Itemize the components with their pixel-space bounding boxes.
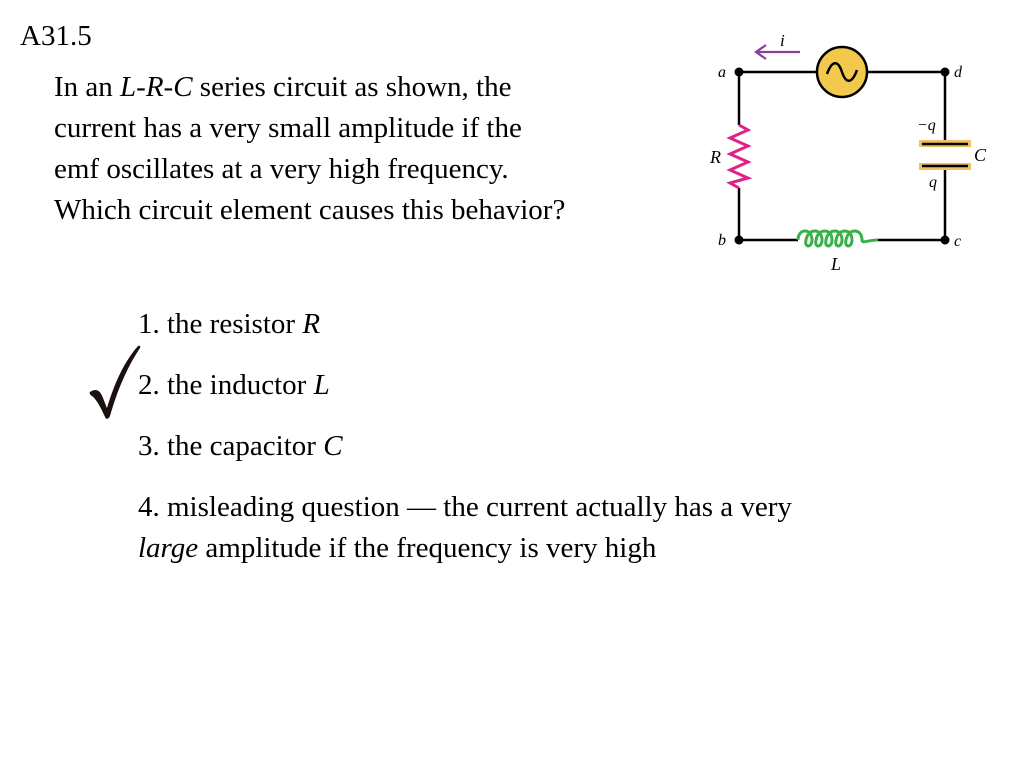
choice-symbol: L (313, 369, 330, 401)
node-d-label: d (954, 64, 962, 81)
inductor-icon (798, 231, 878, 246)
current-label: i (780, 31, 785, 50)
choice-3[interactable] (138, 426, 998, 467)
answer-choices (138, 304, 998, 589)
node-c-label: c (954, 233, 962, 250)
charge-top-label: −q (917, 117, 936, 134)
choice-emphasis: large (138, 532, 199, 564)
checkmark-icon (86, 342, 142, 420)
inductor-label: L (831, 254, 842, 274)
node-b-dot (735, 236, 744, 245)
question-line: emf oscillates at a very high frequency. (54, 153, 509, 185)
choice-number: 4. (138, 491, 160, 523)
choice-4[interactable] (138, 487, 998, 569)
question-line: current has a very small amplitude if the (54, 112, 522, 144)
choice-symbol: C (323, 430, 343, 462)
question-line: Which circuit element causes this behavior? (54, 194, 566, 226)
resistor-icon (730, 125, 748, 188)
current-arrow-icon (756, 45, 800, 59)
question-line: In an L-R-C series circuit as shown, the (54, 71, 512, 103)
node-d-dot (941, 68, 950, 77)
resistor-label: R (710, 147, 721, 167)
node-c-dot (941, 236, 950, 245)
capacitor-label: C (974, 145, 987, 165)
choice-text: the inductor (159, 369, 314, 401)
choice-text: the resistor (159, 308, 303, 340)
choice-text: the capacitor (159, 430, 324, 462)
ac-source-icon (817, 47, 867, 97)
choice-number: 1. (138, 308, 160, 340)
choice-2[interactable] (138, 365, 998, 406)
node-b-label: b (718, 232, 726, 249)
charge-bottom-label: q (929, 174, 937, 191)
choice-1[interactable] (138, 304, 998, 345)
choice-number: 2. (138, 369, 160, 401)
circuit-diagram (700, 30, 990, 280)
node-a-label: a (718, 64, 726, 81)
choice-text: misleading question — the current actually has a very (159, 491, 792, 523)
choice-number: 3. (138, 430, 160, 462)
choice-text-continued: amplitude if the frequency is very high (198, 532, 657, 564)
choice-symbol: R (302, 308, 321, 340)
question-text (54, 67, 674, 231)
node-a-dot (735, 68, 744, 77)
slide-id: A31.5 (20, 20, 92, 52)
capacitor-icon (919, 140, 971, 170)
